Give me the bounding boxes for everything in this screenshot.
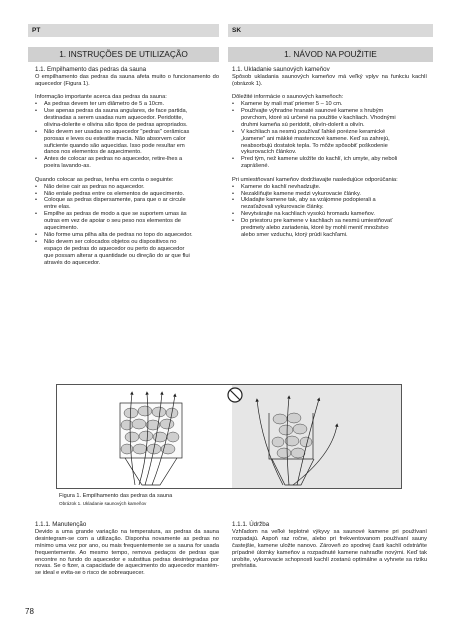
- lang-tab-sk: SK: [228, 24, 433, 37]
- list-item: • Não deixe cair as pedras no aquecedor.: [35, 184, 195, 191]
- pt-column: [35, 67, 219, 266]
- caption-pt: Figura 1. Empilhamento das pedras da sauna: [59, 493, 173, 499]
- sk-column: [232, 67, 427, 239]
- figure-stone-stacking: [56, 384, 402, 489]
- list-item: • As pedras devem ter um diâmetro de 5 a 10cm.: [35, 101, 195, 108]
- heater-correct-illustration: [120, 393, 182, 485]
- sk-info-title: Dôležité informácie o saunových kameňoch:: [232, 94, 344, 101]
- pt-info-title: Informação importante acerca das pedras da sauna:: [35, 94, 167, 101]
- list-item: • Nevytvárajte na kachliach vysokú hromadu kameňov.: [232, 211, 404, 218]
- list-item: • Kamene by mali mať priemer 5 – 10 cm.: [232, 101, 404, 108]
- pt-placing-title: Quando colocar as pedras, tenha em conta o seguinte:: [35, 176, 174, 183]
- list-item: • Ukladajte kamene tak, aby sa vzájomne podopierali a nezaťažovali vykurovacie články.: [232, 197, 404, 211]
- pt-placing-list: [35, 184, 195, 267]
- list-item: • Používajte výhradne hranaté saunové kamene s hrubým povrchom, ktoré sú určené na použitie v kachliach. Vhodnými druhmi kameňa sú peridotit, olivín-dolerit a olivín.: [232, 108, 404, 129]
- sk-maintenance: [232, 522, 427, 570]
- sk-placing-list: [232, 184, 404, 239]
- section-title-pt: 1. INSTRUÇÕES DE UTILIZAÇÃO: [28, 47, 219, 62]
- lang-tab-pt: PT: [28, 24, 219, 37]
- list-item: • Não entale pedras entre os elementos de aquecimento.: [35, 191, 195, 198]
- list-item: • Não devem ser colocados objetos ou dispositivos no espaço de pedras do aquecedor ou perto do aquecedor que possam alterar a quantidade ou direção do ar que flui através do aquecedor.: [35, 239, 195, 267]
- pt-intro: O empilhamento das pedras da sauna afeta muito o funcionamento do aquecedor (Figura 1).: [35, 73, 219, 87]
- list-item: • Do priestoru pre kamene v kachliach sa nesmú umiestňovať predmety alebo zariadenia, ktoré by mohli meniť množstvo alebo smer vzduchu, ktorý prúdi kachľami.: [232, 218, 404, 239]
- list-item: • Antes de colocar as pedras no aquecedor, retire-lhes a poeira lavando-as.: [35, 156, 195, 170]
- pt-maintenance-text: Devido a uma grande variação na temperatura, as pedras da sauna desintegram-se com a utilização. Disponha novamente as pedras no mínimo uma vez por ano, ou mais frequentemente se a sauna for usada frequentemente. Ao mesmo tempo, remova pedaços de pedras que encontre no fundo do aquecedor e substitua pedras desintegradas por novas. Se o fizer, a capacidade de aquecimento do aquecedor mantém-se ideal e evita-se o risco de sobreaquecer.: [35, 528, 219, 577]
- pt-maintenance: [35, 522, 219, 577]
- sk-maintenance-text: Vzhľadom na veľké teplotné výkyvy sa saunové kamene pri používaní rozpadajú. Aspoň raz ročne, alebo pri frekventovanom používaní sauny častejšie, kamene uložte nanovo. Zároveň zo spodnej časti kachlí odstráňte prípadné úlomky kameňov a rozpadnuté kamene nahraďte novými. Keď tak urobíte, vykurovacie schopnosti kachlí zostanú optimálne a vyhnete sa riziku prehriatia.: [232, 528, 427, 570]
- sk-info-list: [232, 101, 404, 170]
- list-item: • Use apenas pedras da sauna angulares, de face partida, destinadas a serem usadas num aquecedor. Peridotite, olivina-dolerite e olivina são tipos de pedras apropriados.: [35, 108, 195, 129]
- pt-info-list: [35, 101, 195, 170]
- pt-maintenance-title: 1.1.1. Manutenção: [35, 521, 87, 528]
- list-item: • V kachliach sa nesmú používať ľahké porézne keramické „kamene" ani mäkké mastencové kamene. Keď sa zahrejú, neabsorbujú dostatok tepla. To môže spôsobiť poškodenie vykurovacích článkov.: [232, 129, 404, 157]
- list-item: • Pred tým, než kamene uložíte do kachlí, ich umyte, aby neboli zaprášené.: [232, 156, 404, 170]
- sk-maintenance-title: 1.1.1. Údržba: [232, 521, 270, 528]
- figure-caption: [59, 493, 172, 507]
- section-title-sk: 1. NÁVOD NA POUŽITIE: [228, 47, 433, 62]
- figure-illustration: [57, 385, 402, 489]
- heater-incorrect-illustration: [228, 385, 402, 489]
- pt-subheading: 1.1. Empilhamento das pedras da sauna: [35, 66, 147, 73]
- list-item: • Não forme uma pilha alta de pedras no topo do aquecedor.: [35, 232, 195, 239]
- sk-intro: Spôsob ukladania saunových kameňov má veľký vplyv na funkciu kachlí (obrázok 1).: [232, 73, 427, 87]
- list-item: • Nezakliňujte kamene medzi vykurovacie články.: [232, 191, 404, 198]
- list-item: • Coloque as pedras dispersamente, para que o ar circule entre elas.: [35, 197, 195, 211]
- list-item: • Kamene do kachlí nevhadzujte.: [232, 184, 404, 191]
- page-number: 78: [25, 607, 34, 616]
- sk-placing-title: Pri umiestňovaní kameňov dodržiavajte nasledujúce odporúčania:: [232, 176, 398, 183]
- list-item: • Não devem ser usadas no aquecedor "pedras" cerâmicas porosas e leves ou esteatite macia. Não absorvem calor suficiente quando são aquecidas. Isso pode resultar em danos nos elementos de aquecimento.: [35, 129, 195, 157]
- list-item: • Empilhe as pedras de modo a que se suportem umas às outras em vez de apoiar o seu peso nos elementos de aquecimento.: [35, 211, 195, 232]
- sk-subheading: 1.1. Ukladanie saunových kameňov: [232, 66, 330, 73]
- caption-sk: Obrázok 1. Ukladanie saunových kameňov: [59, 501, 147, 506]
